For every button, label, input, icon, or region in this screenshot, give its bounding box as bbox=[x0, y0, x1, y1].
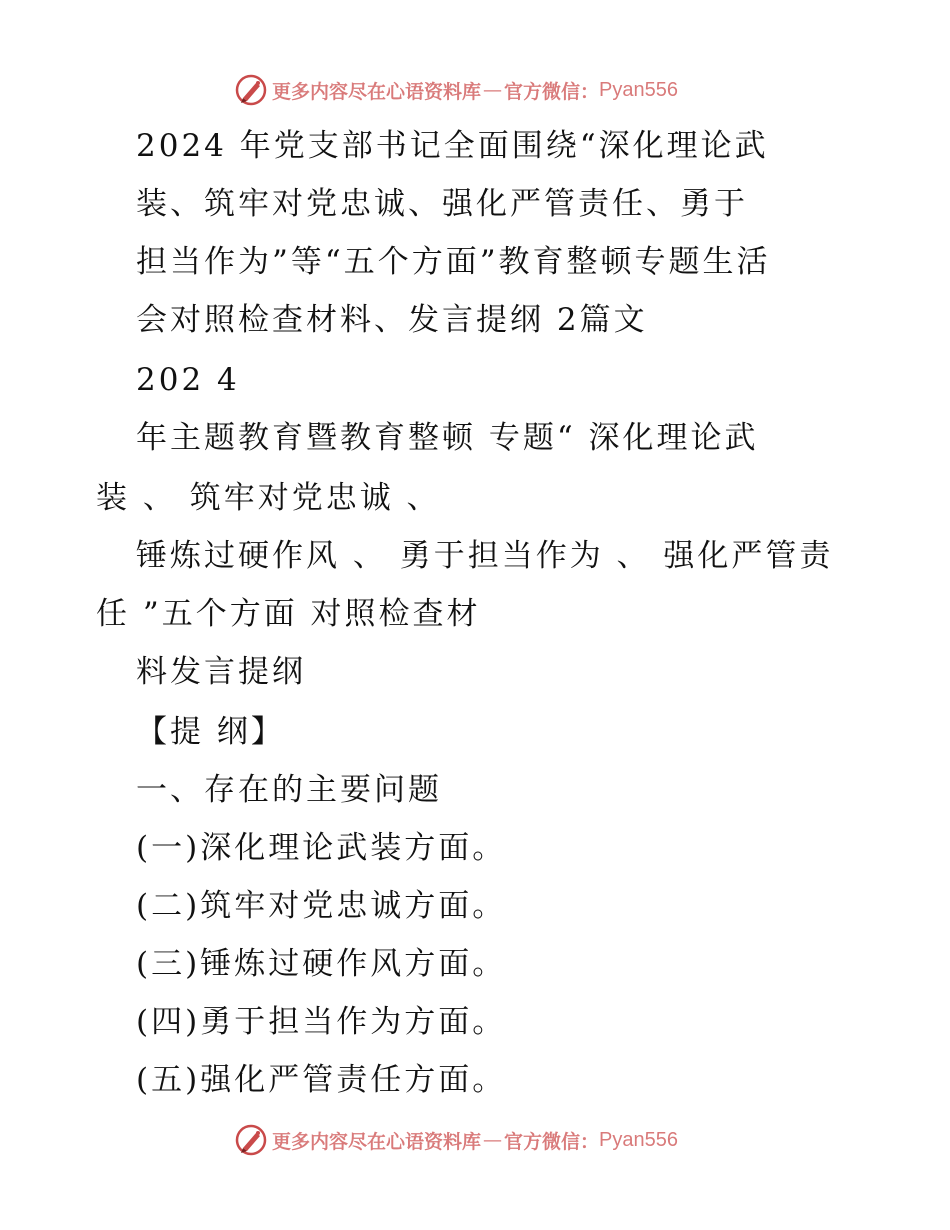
section-heading: 一、存在的主要问题 bbox=[136, 772, 442, 808]
outline-item: (五)强化严管责任方面。 bbox=[136, 1062, 507, 1098]
header-banner bbox=[234, 72, 678, 108]
banner-contact-label: 官方微信： bbox=[504, 80, 600, 103]
banner-contact-label: 官方微信： bbox=[504, 1130, 600, 1153]
subtitle-line: 202 4 bbox=[136, 362, 240, 398]
pen-logo-icon bbox=[234, 1123, 268, 1157]
subtitle-line: 料发言提纲 bbox=[136, 654, 306, 690]
title-line: 装、筑牢对党忠诚、强化严管责任、勇于 bbox=[136, 186, 748, 222]
pen-logo-icon bbox=[234, 73, 268, 107]
outline-heading: 【提 纲】 bbox=[136, 714, 285, 750]
subtitle-line: 年主题教育暨教育整顿 专题“ 深化理论武 bbox=[136, 420, 759, 456]
banner-slogan: 更多内容尽在心语资料库 bbox=[272, 1130, 482, 1153]
outline-item: (三)锤炼过硬作风方面。 bbox=[136, 946, 507, 982]
outline-item: (四)勇于担当作为方面。 bbox=[136, 1004, 507, 1040]
banner-contact-id: Pyan556 bbox=[599, 78, 678, 101]
title-line: 担当作为”等“五个方面”教育整顿专题生活 bbox=[136, 244, 771, 280]
title-line: 会对照检查材料、发言提纲 2篇文 bbox=[136, 302, 648, 338]
outline-item: (一)深化理论武装方面。 bbox=[136, 830, 507, 866]
subtitle-line: 任 ”五个方面 对照检查材 bbox=[96, 596, 481, 632]
banner-dash: — bbox=[483, 1129, 503, 1151]
subtitle-line: 锤炼过硬作风 、 勇于担当作为 、 强化严管责 bbox=[136, 538, 834, 574]
footer-banner bbox=[234, 1122, 678, 1158]
banner-contact-id: Pyan556 bbox=[599, 1128, 678, 1151]
outline-item: (二)筑牢对党忠诚方面。 bbox=[136, 888, 507, 924]
banner-dash: — bbox=[483, 79, 503, 101]
subtitle-line: 装 、 筑牢对党忠诚 、 bbox=[96, 480, 441, 516]
title-line: 2024 年党支部书记全面围绕“深化理论武 bbox=[136, 128, 769, 164]
banner-slogan: 更多内容尽在心语资料库 bbox=[272, 80, 482, 103]
